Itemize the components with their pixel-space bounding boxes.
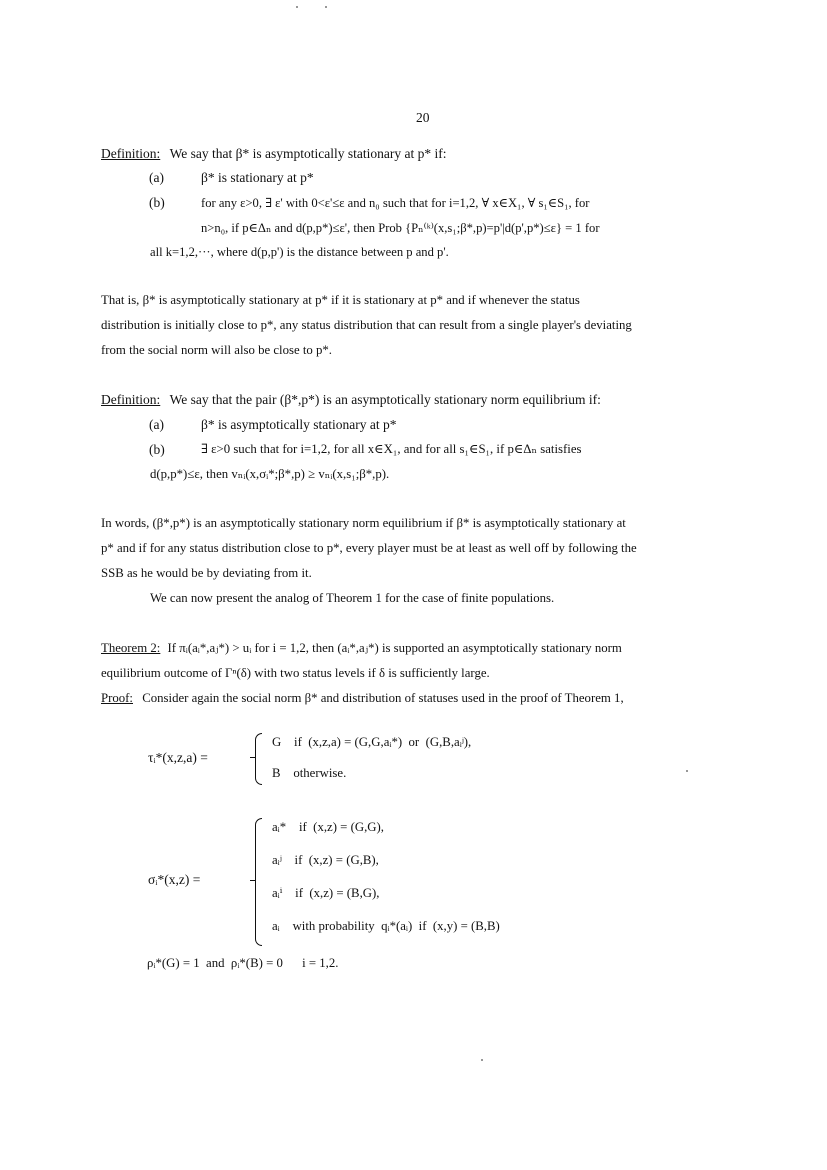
definition-1 [101,146,446,162]
para2-line1: In words, (β*,p*) is an asymptotically stationary norm equilibrium if β* is asymptotically stationary at [101,516,626,530]
eq-tau-case-1: G if (x,z,a) = (G,G,aᵢ*) or (G,B,aᵢʲ), [272,735,472,749]
page-number: 20 [416,110,430,125]
def1-b-label: (b) [149,195,165,210]
proof-label: Proof: [101,691,133,705]
theorem-2-line1 [101,641,622,656]
para2-line2: p* and if for any status distribution close to p*, every player must be at least as well off by following the [101,541,637,555]
def1-b-line1: for any ε>0, ∃ ε' with 0<ε'≤ε and n₀ such that for i=1,2, ∀ x∈X₁, ∀ s₁∈S₁, for [201,196,590,210]
def1-a-text: β* is stationary at p* [201,170,314,185]
definition-2-label: Definition: [101,392,161,407]
eq-sigma-lhs: σᵢ*(x,z) = [148,872,201,887]
para1-line2: distribution is initially close to p*, any status distribution that can result from a single player's deviating [101,318,632,332]
eq-sigma-case-1: aᵢ* if (x,z) = (G,G), [272,820,385,834]
definition-1-intro: We say that β* is asymptotically stationary at p* if: [169,146,447,161]
eq-sigma-case-3: aᵢⁱ if (x,z) = (B,G), [272,886,380,900]
scan-speck [325,6,327,8]
eq-sigma-case-2: aᵢʲ if (x,z) = (G,B), [272,853,379,867]
def2-a-text: β* is asymptotically stationary at p* [201,417,397,432]
scan-speck [296,6,298,8]
proof-line [101,691,624,706]
theorem-2-line2: equilibrium outcome of Γⁿ(δ) with two status levels if δ is sufficiently large. [101,666,490,680]
definition-2-intro: We say that the pair (β*,p*) is an asymptotically stationary norm equilibrium if: [169,392,601,407]
eq-rho: ρᵢ*(G) = 1 and ρᵢ*(B) = 0 i = 1,2. [147,956,339,970]
eq-tau-lhs: τᵢ*(x,z,a) = [148,750,208,765]
scan-speck [481,1059,483,1061]
def1-b-line2: n>n₀, if p∈Δₙ and d(p,p*)≤ε', then Prob {Pₙ⁽ᵏ⁾(x,s₁;β*,p)=p'|d(p',p*)≤ε} = 1 for [201,221,600,235]
def1-b-line3: all k=1,2,···, where d(p,p') is the distance between p and p'. [150,245,449,259]
para3: We can now present the analog of Theorem 1 for the case of finite populations. [150,591,555,605]
definition-1-label: Definition: [101,146,161,161]
def2-b-line1: ∃ ε>0 such that for i=1,2, for all x∈X₁, and for all s₁∈S₁, if p∈Δₙ satisfies [201,442,582,456]
theorem-2-label: Theorem 2: [101,641,161,655]
eq-tau-case-2: B otherwise. [272,766,347,780]
eq-sigma-brace [255,818,262,946]
para2-line3: SSB as he would be by deviating from it. [101,566,312,580]
eq-tau-brace-notch [250,757,256,758]
def2-a-label: (a) [149,417,164,432]
eq-tau-brace [255,733,262,785]
proof-text: Consider again the social norm β* and distribution of statuses used in the proof of Theorem 1, [142,691,624,705]
def2-b-label: (b) [149,442,165,457]
theorem-2-text: If πᵢ(aᵢ*,aⱼ*) > uᵢ for i = 1,2, then (aᵢ*,aⱼ*) is supported an asymptotically stationary norm [167,641,622,655]
scan-speck [686,770,688,772]
para1-line1: That is, β* is asymptotically stationary at p* if it is stationary at p* and if whenever the status [101,293,580,307]
para1-line3: from the social norm will also be close to p*. [101,343,333,357]
definition-2 [101,392,601,408]
def1-a-label: (a) [149,170,164,185]
eq-sigma-brace-notch [250,880,256,881]
eq-sigma-case-4: aᵢ with probability qᵢ*(aᵢ) if (x,y) = (B,B) [272,919,500,933]
def2-b-line2: d(p,p*)≤ε, then vₙᵢ(x,σᵢ*;β*,p) ≥ vₙᵢ(x,s₁;β*,p). [150,467,390,481]
